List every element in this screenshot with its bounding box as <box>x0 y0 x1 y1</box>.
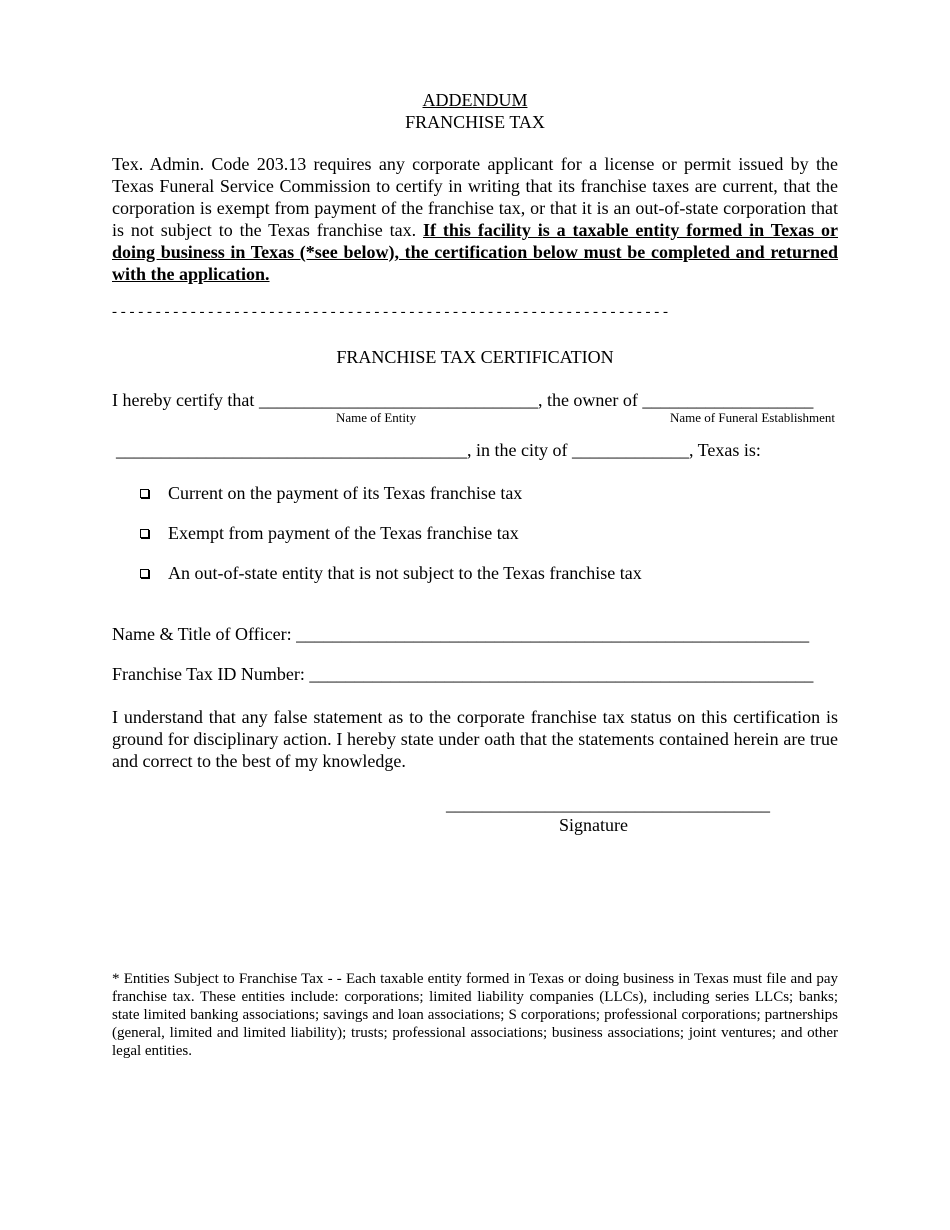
signature-field[interactable]: ____________________________________ <box>446 794 770 814</box>
checkbox-exempt[interactable] <box>140 529 149 538</box>
intro-text: Tex. Admin. Code 203.13 requires any corporate applicant for a license or permit issued by the Texas Funeral Service Commission to certify in writing that its franchise taxes are current, that the corporation is exempt from payment of the franchise tax, or that it is an out-of-state corporation that is not subject to the Texas franchise tax. <box>112 154 838 240</box>
city-of-text: , in the city of <box>467 440 572 460</box>
certification-heading: FRANCHISE TAX CERTIFICATION <box>336 347 614 367</box>
intro-emphasis: If this facility is a taxable entity formed in Texas or doing business in Texas (*see below), the certification below must be completed and returned with the application. <box>112 220 838 284</box>
option-exempt-label: Exempt from payment of the Texas franchise tax <box>168 523 519 543</box>
option-out-of-state-label: An out-of-state entity that is not subject to the Texas franchise tax <box>168 563 642 583</box>
page-title: ADDENDUM <box>422 90 528 110</box>
page-subtitle: FRANCHISE TAX <box>405 112 545 132</box>
checkbox-current[interactable] <box>140 489 149 498</box>
city-field[interactable]: _____________ <box>571 440 689 460</box>
taxid-line <box>112 663 813 685</box>
texas-is-text: , Texas is: <box>688 440 761 460</box>
footnote: * Entities Subject to Franchise Tax - - Each taxable entity formed in Texas or doing business in Texas must file and pay franchise tax. These entities include: corporations; limited liability companies (LLCs), including series LLCs; banks; state limited banking associations; savings and loan associations; S corporations; professional corporations; partnerships (general, limited and limited liability); trusts; professional associations; business associations; joint ventures; and other legal entities. <box>112 971 838 1059</box>
signature-label: Signature <box>559 815 628 835</box>
address-line <box>116 439 761 461</box>
officer-label: Name & Title of Officer: <box>112 624 297 644</box>
address-field[interactable]: _______________________________________ <box>116 440 467 460</box>
taxid-field[interactable]: ________________________________________________________ <box>309 664 814 684</box>
checkbox-out-of-state[interactable] <box>140 569 149 578</box>
entity-name-field[interactable]: _______________________________ <box>258 390 538 410</box>
oath-statement: I understand that any false statement as to the corporate franchise tax status on this certification is ground for disciplinary action. I hereby state under oath that the statements contained herein are true and correct to the best of my knowledge. <box>112 707 838 771</box>
taxid-label: Franchise Tax ID Number: <box>112 664 310 684</box>
intro-paragraph <box>112 153 838 285</box>
option-current-label: Current on the payment of its Texas franchise tax <box>168 483 523 503</box>
certify-prefix: I hereby certify that <box>112 390 259 410</box>
certify-line <box>112 389 813 411</box>
officer-field[interactable]: _________________________________________________________ <box>296 624 810 644</box>
caption-establishment: Name of Funeral Establishment <box>670 410 835 425</box>
officer-line <box>112 623 809 645</box>
dashed-separator: - - - - - - - - - - - - - - - - - - - - - - - - - - - - - - - - - - - - - - - - - - - - - - - - - - - - - - - - - - - - - - - - <box>112 304 668 320</box>
caption-entity: Name of Entity <box>336 410 417 425</box>
owner-of-text: , the owner of <box>537 390 643 410</box>
establishment-name-field[interactable]: ___________________ <box>642 390 814 410</box>
